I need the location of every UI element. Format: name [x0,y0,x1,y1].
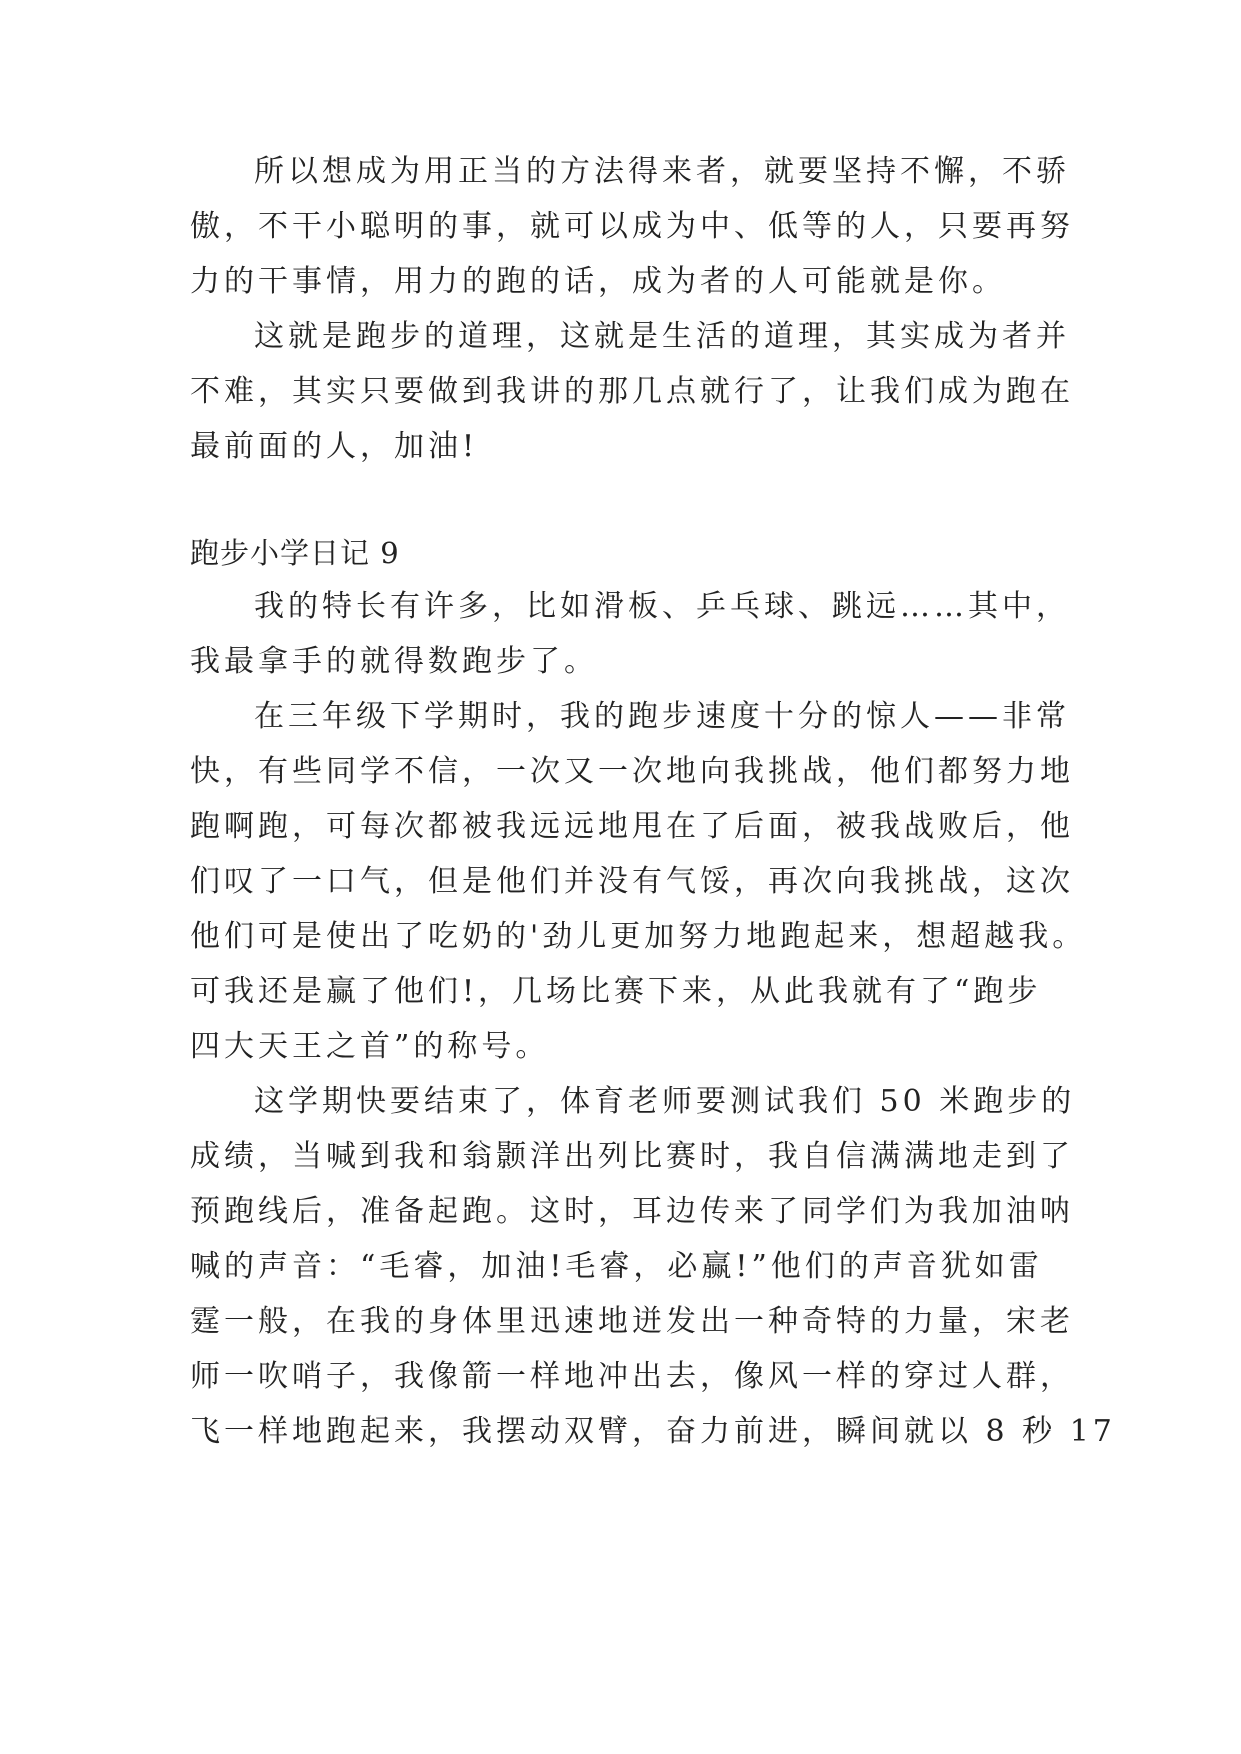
paragraph-line: 成绩，当喊到我和翁颢洋出列比赛时，我自信满满地走到了 [190,1139,1074,1174]
section-title: 跑步小学日记 9 [190,536,400,570]
paragraph-line: 傲，不干小聪明的事，就可以成为中、低等的人，只要再努 [190,209,1074,244]
paragraph-line: 这学期快要结束了，体育老师要测试我们 50 米跑步的 [254,1084,1076,1119]
paragraph-line: 力的干事情，用力的跑的话，成为者的人可能就是你。 [190,264,1006,299]
paragraph-line: 最前面的人，加油! [190,429,479,464]
paragraph-line: 我最拿手的就得数跑步了。 [190,644,598,679]
paragraph-line: 在三年级下学期时，我的跑步速度十分的惊人——非常 [254,699,1070,734]
paragraph-line: 我的特长有许多，比如滑板、乒乓球、跳远……其中， [254,589,1070,624]
paragraph-line: 师一吹哨子，我像箭一样地冲出去，像风一样的穿过人群， [190,1359,1074,1394]
paragraph-line: 预跑线后，准备起跑。这时，耳边传来了同学们为我加油呐 [190,1194,1074,1229]
paragraph-line: 飞一样地跑起来，我摆动双臂，奋力前进，瞬间就以 8 秒 17 [190,1414,1116,1449]
paragraph-line: 这就是跑步的道理，这就是生活的道理，其实成为者并 [254,319,1070,354]
paragraph-line: 喊的声音：“毛睿，加油!毛睿，必赢!”他们的声音犹如雷 [190,1249,1043,1284]
paragraph-line: 所以想成为用正当的方法得来者，就要坚持不懈，不骄 [254,154,1070,189]
paragraph-line: 四大天王之首”的称号。 [190,1029,550,1064]
paragraph-line: 快，有些同学不信，一次又一次地向我挑战，他们都努力地 [190,754,1074,789]
paragraph-line: 不难，其实只要做到我讲的那几点就行了，让我们成为跑在 [190,374,1074,409]
paragraph-line: 们叹了一口气，但是他们并没有气馁，再次向我挑战，这次 [190,864,1074,899]
paragraph-line: 霆一般，在我的身体里迅速地迸发出一种奇特的力量，宋老 [190,1304,1074,1339]
paragraph-line: 跑啊跑，可每次都被我远远地甩在了后面，被我战败后，他 [190,809,1074,844]
paragraph-line: 他们可是使出了吃奶的'劲儿更加努力地跑起来，想超越我。 [190,919,1087,954]
paragraph-line: 可我还是赢了他们!，几场比赛下来，从此我就有了“跑步 [190,974,1042,1009]
